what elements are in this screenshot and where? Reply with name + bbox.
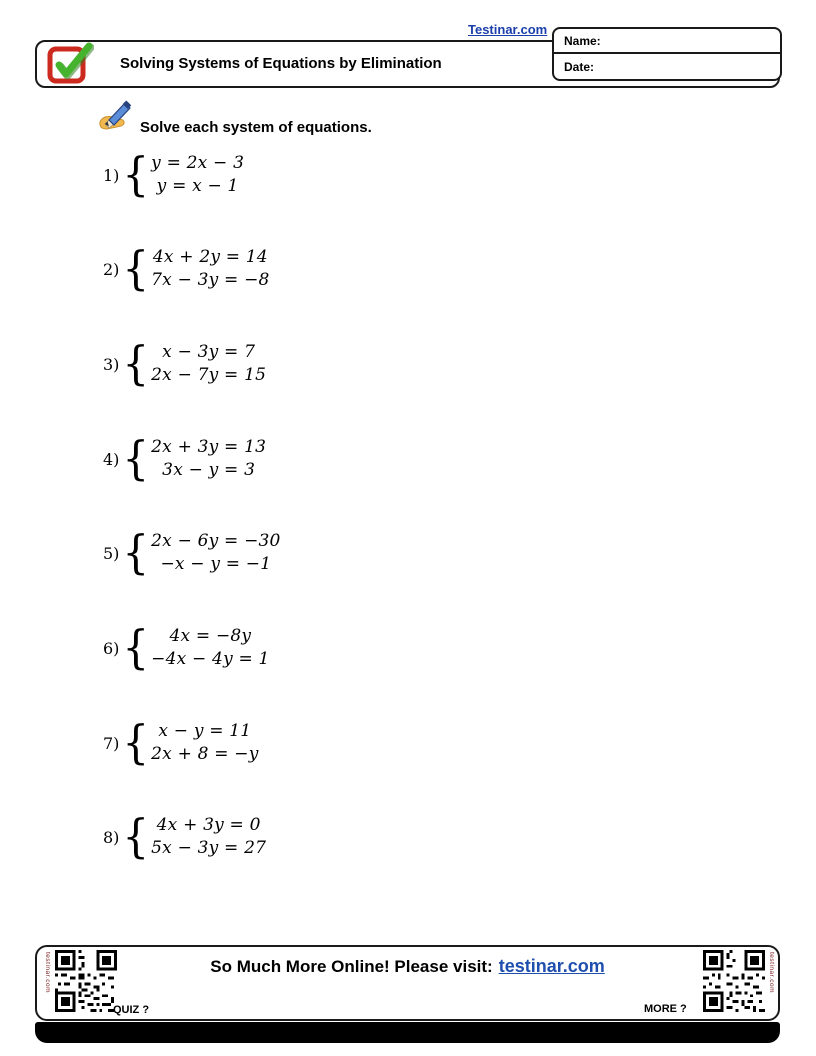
equation-line-1: y = 2x − 3 (151, 153, 245, 173)
system-brace: { (122, 242, 150, 295)
problem-number: 3) (103, 354, 120, 374)
problem-1 (103, 150, 244, 200)
quiz-label: QUIZ ? (113, 1004, 150, 1016)
system-brace: { (122, 526, 150, 579)
problem-2 (103, 244, 270, 294)
equation-line-2: 7x − 3y = −8 (151, 270, 270, 290)
equation-line-1: 4x + 2y = 14 (152, 247, 268, 267)
equation-line-1: 2x + 3y = 13 (151, 437, 267, 457)
system-brace: { (122, 432, 150, 485)
more-label: MORE ? (644, 1003, 687, 1015)
system-brace: { (122, 621, 150, 674)
problem-8 (103, 812, 266, 862)
equation-line-2: 3x − y = 3 (162, 460, 256, 480)
equation-line-2: −x − y = −1 (160, 554, 272, 574)
equation-line-1: x − y = 11 (158, 721, 252, 741)
qr-side-text-right: testinar.com (768, 952, 775, 994)
name-field: Name: (554, 29, 780, 54)
problem-number: 8) (103, 827, 120, 847)
system-brace: { (122, 810, 150, 863)
bottom-bar (35, 1022, 780, 1043)
equation-line-1: x − 3y = 7 (162, 342, 256, 362)
footer-message (35, 956, 780, 977)
site-link-top[interactable]: Testinar.com (468, 22, 548, 37)
system-brace: { (122, 337, 150, 390)
equation-line-2: 2x − 7y = 15 (151, 365, 267, 385)
problem-number: 2) (103, 259, 120, 279)
problem-number: 1) (103, 165, 120, 185)
name-date-box (552, 27, 782, 81)
system-brace: { (122, 148, 150, 201)
equation-line-2: 2x + 8 = −y (151, 744, 259, 764)
footer-message-text: So Much More Online! Please visit: (210, 957, 493, 976)
equation-line-1: 4x + 3y = 0 (156, 815, 261, 835)
checkbox-check-icon (46, 40, 94, 91)
equation-line-2: 5x − 3y = 27 (151, 838, 267, 858)
problem-7 (103, 718, 259, 768)
problem-number: 7) (103, 733, 120, 753)
problem-6 (103, 623, 270, 673)
footer-site-link[interactable]: testinar.com (498, 956, 605, 976)
problem-5 (103, 528, 281, 578)
equation-line-2: y = x − 1 (156, 176, 239, 196)
worksheet-title: Solving Systems of Equations by Elimination (120, 55, 442, 72)
date-field: Date: (564, 59, 595, 74)
equation-line-1: 2x − 6y = −30 (151, 531, 281, 551)
instruction-text: Solve each system of equations. (140, 119, 372, 136)
problem-4 (103, 434, 266, 484)
qr-side-text-left: testinar.com (44, 952, 51, 994)
equation-line-2: −4x − 4y = 1 (151, 649, 270, 669)
problem-number: 4) (103, 449, 120, 469)
problem-number: 6) (103, 638, 120, 658)
problem-number: 5) (103, 543, 120, 563)
pencil-icon (96, 100, 134, 135)
problem-3 (103, 339, 266, 389)
system-brace: { (122, 716, 150, 769)
equation-line-1: 4x = −8y (169, 626, 252, 646)
